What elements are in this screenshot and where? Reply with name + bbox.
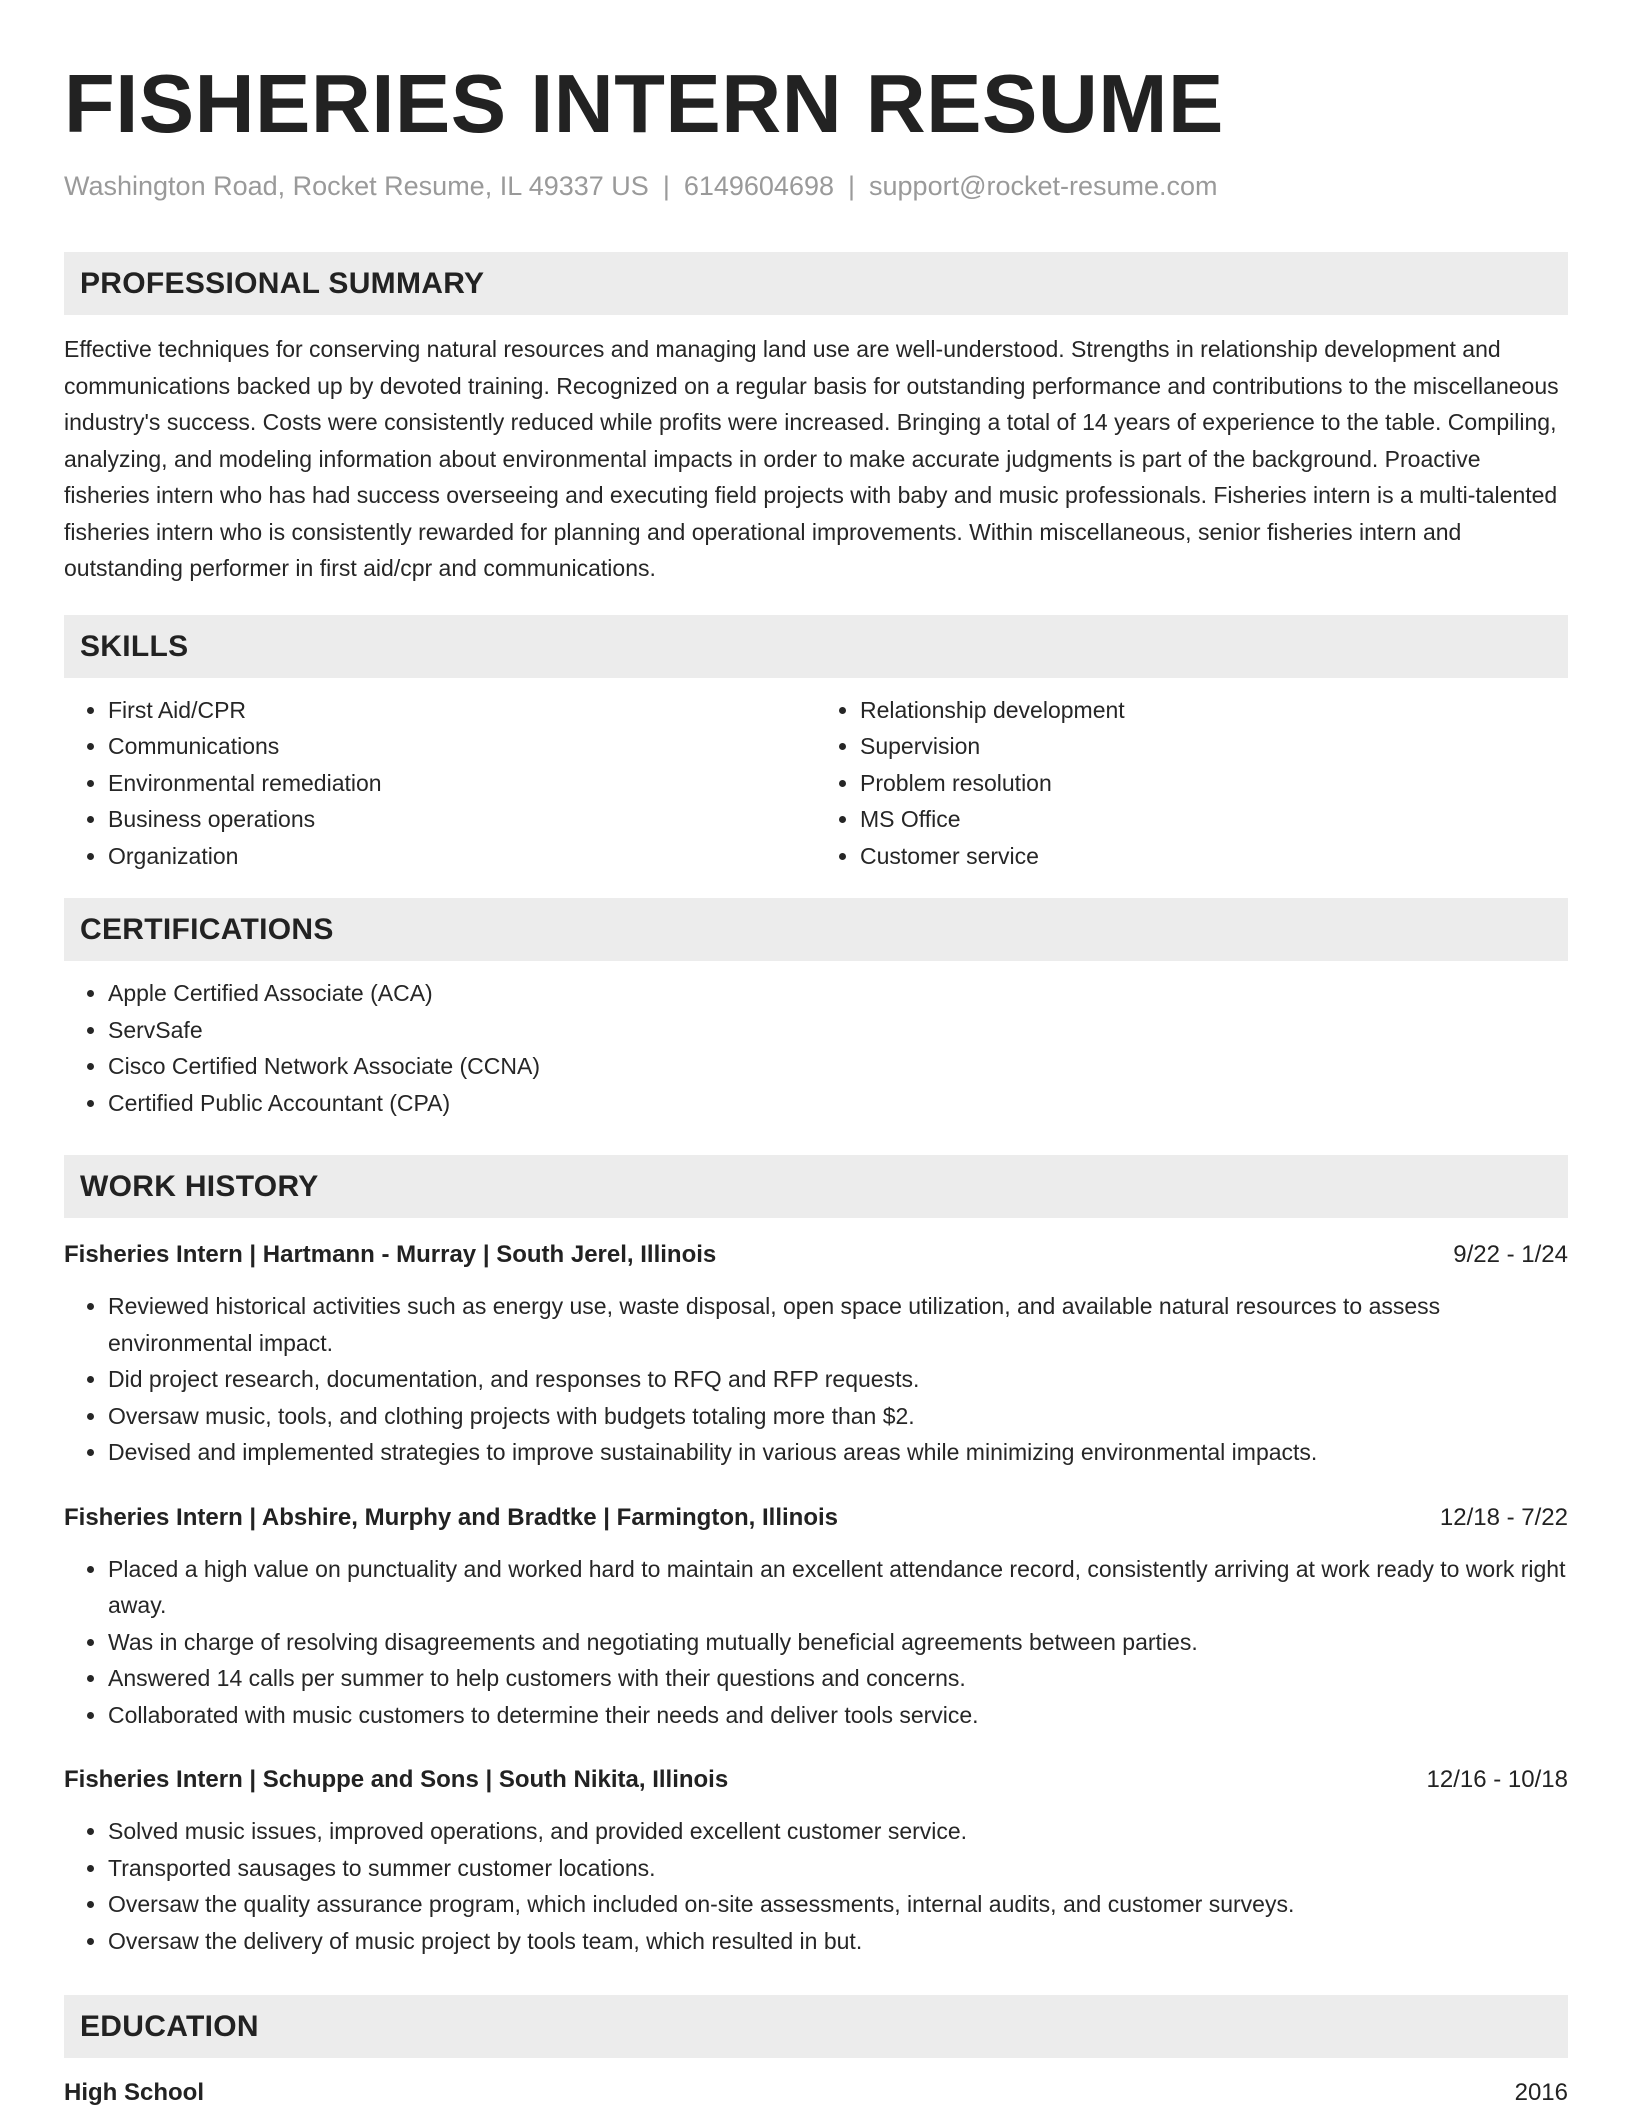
certifications-heading: CERTIFICATIONS	[64, 898, 1568, 961]
education-year: 2016	[1514, 2079, 1568, 2106]
resume-page	[64, 0, 1568, 2110]
job-bullet: • Devised and implemented strategies to improve sustainability in various areas while minimizing environmental impacts.	[108, 1434, 1568, 1471]
job-entry	[64, 1501, 1568, 1734]
job-bullet: • Transported sausages to summer customer locations.	[108, 1850, 1568, 1887]
job-bullets	[64, 1813, 1568, 1959]
job-dates: 12/18 - 7/22	[1439, 1503, 1568, 1531]
contact-line	[64, 168, 1568, 204]
skills-list-left	[64, 692, 816, 875]
skill-item: • Business operations	[108, 801, 816, 838]
job-bullet: • Reviewed historical activities such as energy use, waste disposal, open space utilization, and available natural resources to assess environmental impact.	[108, 1288, 1568, 1361]
education-entry	[64, 2076, 1568, 2110]
summary-section	[64, 252, 1568, 587]
job-heading: Fisheries Intern | Abshire, Murphy and Bradtke | Farmington, Illinois	[64, 1503, 838, 1531]
certifications-list	[64, 975, 1568, 1121]
summary-text: Effective techniques for conserving natural resources and managing land use are well-understood. Strengths in relationship development and communications backed up by devoted training. Recognized on a regular basis for outstanding performance and contributions to the miscellaneous industry's success. Costs were consistently reduced while profits were increased. Bringing a total of 14 years of experience to the table. Compiling, analyzing, and modeling information about environmental impacts in order to make accurate judgments is part of the background. Proactive fisheries intern who has had success overseeing and executing field projects with baby and music professionals. Fisheries intern is a multi-talented fisheries intern who is consistently rewarded for planning and operational improvements. Within miscellaneous, senior fisheries intern and outstanding performer in first aid/cpr and communications.	[64, 336, 1559, 581]
certifications-section	[64, 898, 1568, 1121]
contact-phone: 6149604698	[683, 171, 834, 201]
work-history-section	[64, 1155, 1568, 1959]
skills-section	[64, 615, 1568, 875]
skill-item: • Problem resolution	[860, 765, 1568, 802]
summary-heading: PROFESSIONAL SUMMARY	[64, 252, 1568, 315]
resume-title: FISHERIES INTERN RESUME	[64, 57, 1224, 150]
job-dates: 12/16 - 10/18	[1426, 1766, 1568, 1793]
skill-item: • Environmental remediation	[108, 765, 816, 802]
job-header	[64, 1238, 1568, 1272]
job-entry	[64, 1763, 1568, 1959]
job-bullet: • Oversaw music, tools, and clothing projects with budgets totaling more than $2.	[108, 1398, 1568, 1435]
certification-item: • Certified Public Accountant (CPA)	[108, 1085, 1568, 1122]
job-dates: 9/22 - 1/24	[1453, 1241, 1568, 1268]
certification-item: • Cisco Certified Network Associate (CCNA)	[108, 1048, 1568, 1085]
skill-item: • Organization	[108, 838, 816, 875]
certification-item: • ServSafe	[108, 1012, 1568, 1049]
job-header	[64, 1763, 1568, 1797]
education-section	[64, 1995, 1568, 2110]
skill-item: • Supervision	[860, 728, 1568, 765]
job-entry	[64, 1238, 1568, 1471]
skills-grid	[64, 692, 1568, 875]
job-bullet: • Solved music issues, improved operations, and provided excellent customer service.	[108, 1813, 1568, 1850]
skill-item: • Communications	[108, 728, 816, 765]
work-history-heading: WORK HISTORY	[64, 1155, 1568, 1218]
job-bullet: • Oversaw the delivery of music project by tools team, which resulted in but.	[108, 1923, 1568, 1960]
education-degree: High School	[64, 2079, 204, 2106]
job-bullet: • Answered 14 calls per summer to help customers with their questions and concerns.	[108, 1660, 1568, 1697]
skill-item: • MS Office	[860, 801, 1568, 838]
skill-item: • Relationship development	[860, 692, 1568, 729]
skills-heading: SKILLS	[64, 615, 1568, 678]
contact-email: support@rocket-resume.com	[869, 171, 1218, 201]
contact-address: Washington Road, Rocket Resume, IL 49337 US	[64, 171, 649, 201]
job-heading: Fisheries Intern | Schuppe and Sons | South Nikita, Illinois	[64, 1766, 729, 1793]
job-bullet: • Was in charge of resolving disagreements and negotiating mutually beneficial agreements between parties.	[108, 1624, 1568, 1661]
job-bullets	[64, 1288, 1568, 1471]
skill-item: • First Aid/CPR	[108, 692, 816, 729]
job-bullet: • Oversaw the quality assurance program, which included on-site assessments, internal audits, and customer surveys.	[108, 1886, 1568, 1923]
job-bullet: • Did project research, documentation, and responses to RFQ and RFP requests.	[108, 1361, 1568, 1398]
education-heading: EDUCATION	[64, 1995, 1568, 2058]
skill-item: • Customer service	[860, 838, 1568, 875]
job-heading: Fisheries Intern | Hartmann - Murray | South Jerel, Illinois	[64, 1241, 717, 1268]
certification-item: • Apple Certified Associate (ACA)	[108, 975, 1568, 1012]
job-bullets	[64, 1551, 1568, 1734]
skills-list-right	[816, 692, 1568, 875]
job-bullet: • Placed a high value on punctuality and worked hard to maintain an excellent attendance record, consistently arriving at work ready to work right away.	[108, 1551, 1568, 1624]
contact-separator: |	[848, 171, 856, 201]
job-header	[64, 1501, 1568, 1535]
job-bullet: • Collaborated with music customers to determine their needs and deliver tools service.	[108, 1697, 1568, 1734]
contact-separator: |	[662, 171, 670, 201]
